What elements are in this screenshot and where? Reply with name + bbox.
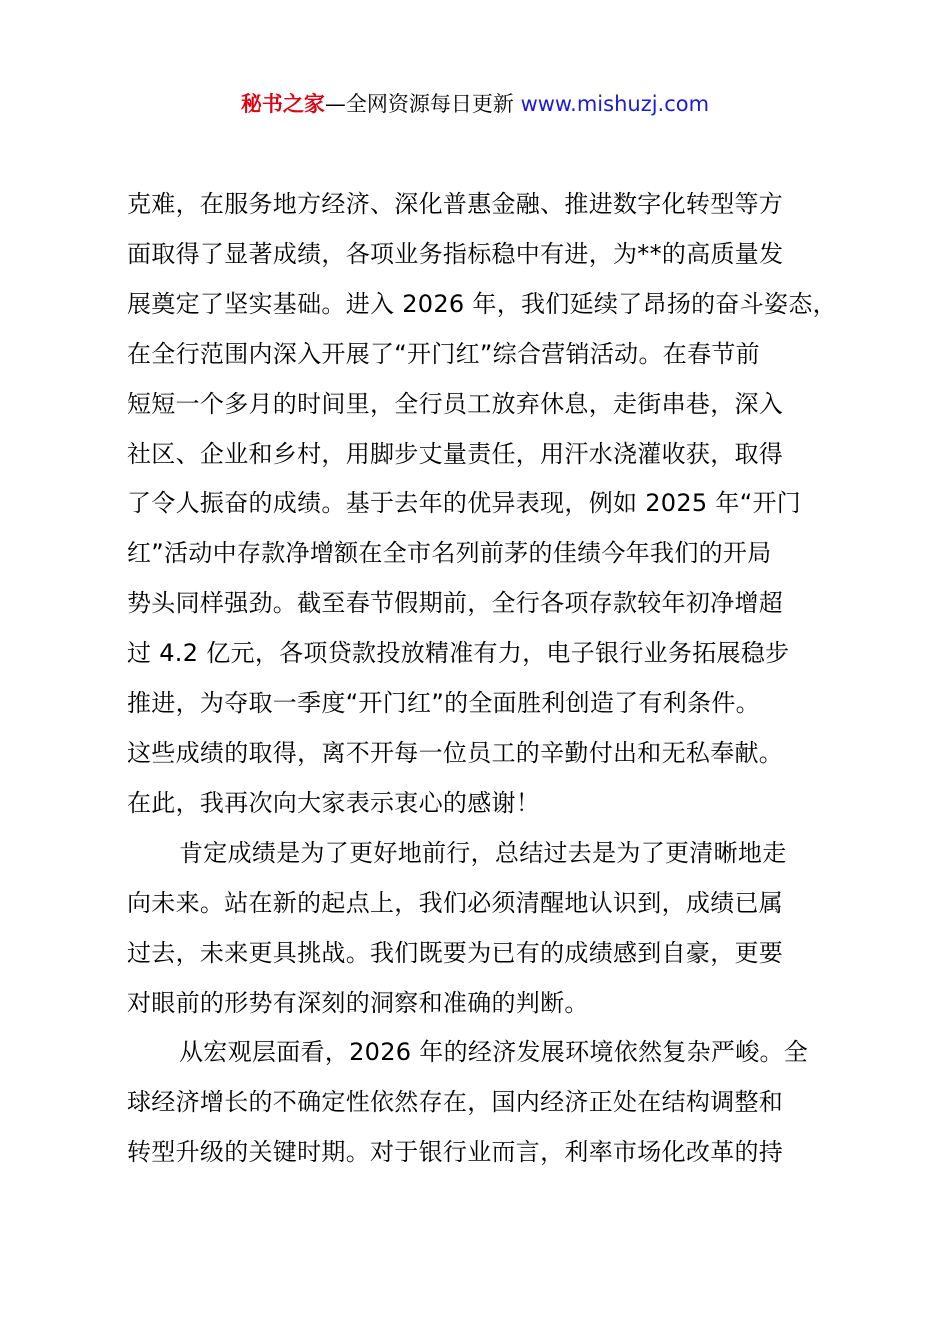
text-line: 社区、企业和乡村，用脚步丈量责任，用汗水浇灌收获，取得: [127, 439, 784, 468]
paragraph-2: [127, 829, 839, 1029]
document-body: [127, 180, 839, 1178]
text-line: 这些成绩的取得，离不开每一位员工的辛勤付出和无私奉献。: [127, 738, 784, 767]
text-line: 势头同样强劲。截至春节假期前，全行各项存款较年初净增超: [127, 589, 784, 618]
text-line: 红”活动中存款净增额在全市名列前茅的佳绩今年我们的开局: [127, 539, 772, 568]
text-line: 过去，未来更具挑战。我们既要为已有的成绩感到自豪，更要: [127, 938, 784, 967]
text-line: 克难，在服务地方经济、深化普惠金融、推进数字化转型等方: [127, 190, 784, 218]
text-line: 在全行范围内深入开展了“开门红”综合营销活动。在春节前: [127, 339, 760, 368]
paragraph-1: [127, 180, 839, 829]
text-line: 在此，我再次向大家表示衷心的感谢！: [127, 788, 541, 817]
text-line: 短短一个多月的时间里，全行员工放弃休息，走街串巷，深入: [127, 389, 784, 418]
text-line: 肯定成绩是为了更好地前行，总结过去是为了更清晰地走: [179, 838, 787, 867]
page-header: [0, 88, 950, 120]
text-line: 展奠定了坚实基础。进入 2026 年，我们延续了昂扬的奋斗姿态，: [127, 289, 837, 318]
text-line: 过 4.2 亿元，各项贷款投放精准有力，电子银行业务拓展稳步: [127, 639, 790, 668]
text-line: 转型升级的关键时期。对于银行业而言，利率市场化改革的持: [127, 1138, 784, 1167]
paragraph-3: [127, 1028, 839, 1178]
text-line: 向未来。站在新的起点上，我们必须清醒地认识到，成绩已属: [127, 888, 784, 917]
text-line: 对眼前的形势有深刻的洞察和准确的判断。: [127, 988, 589, 1017]
text-line: 推进，为夺取一季度“开门红”的全面胜利创造了有利条件。: [127, 689, 760, 718]
text-line: 面取得了显著成绩，各项业务指标稳中有进，为**的高质量发: [127, 239, 784, 268]
brand-name: 秘书之家: [240, 92, 325, 116]
header-tagline: —全网资源每日更新: [324, 92, 521, 116]
text-line: 从宏观层面看，2026 年的经济发展环境依然复杂严峻。全: [179, 1038, 809, 1067]
text-line: 球经济增长的不确定性依然存在，国内经济正处在结构调整和: [127, 1088, 784, 1117]
text-line: 了令人振奋的成绩。基于去年的优异表现，例如 2025 年“开门: [127, 489, 802, 518]
website-link[interactable]: www.mishuzj.com: [520, 92, 710, 116]
